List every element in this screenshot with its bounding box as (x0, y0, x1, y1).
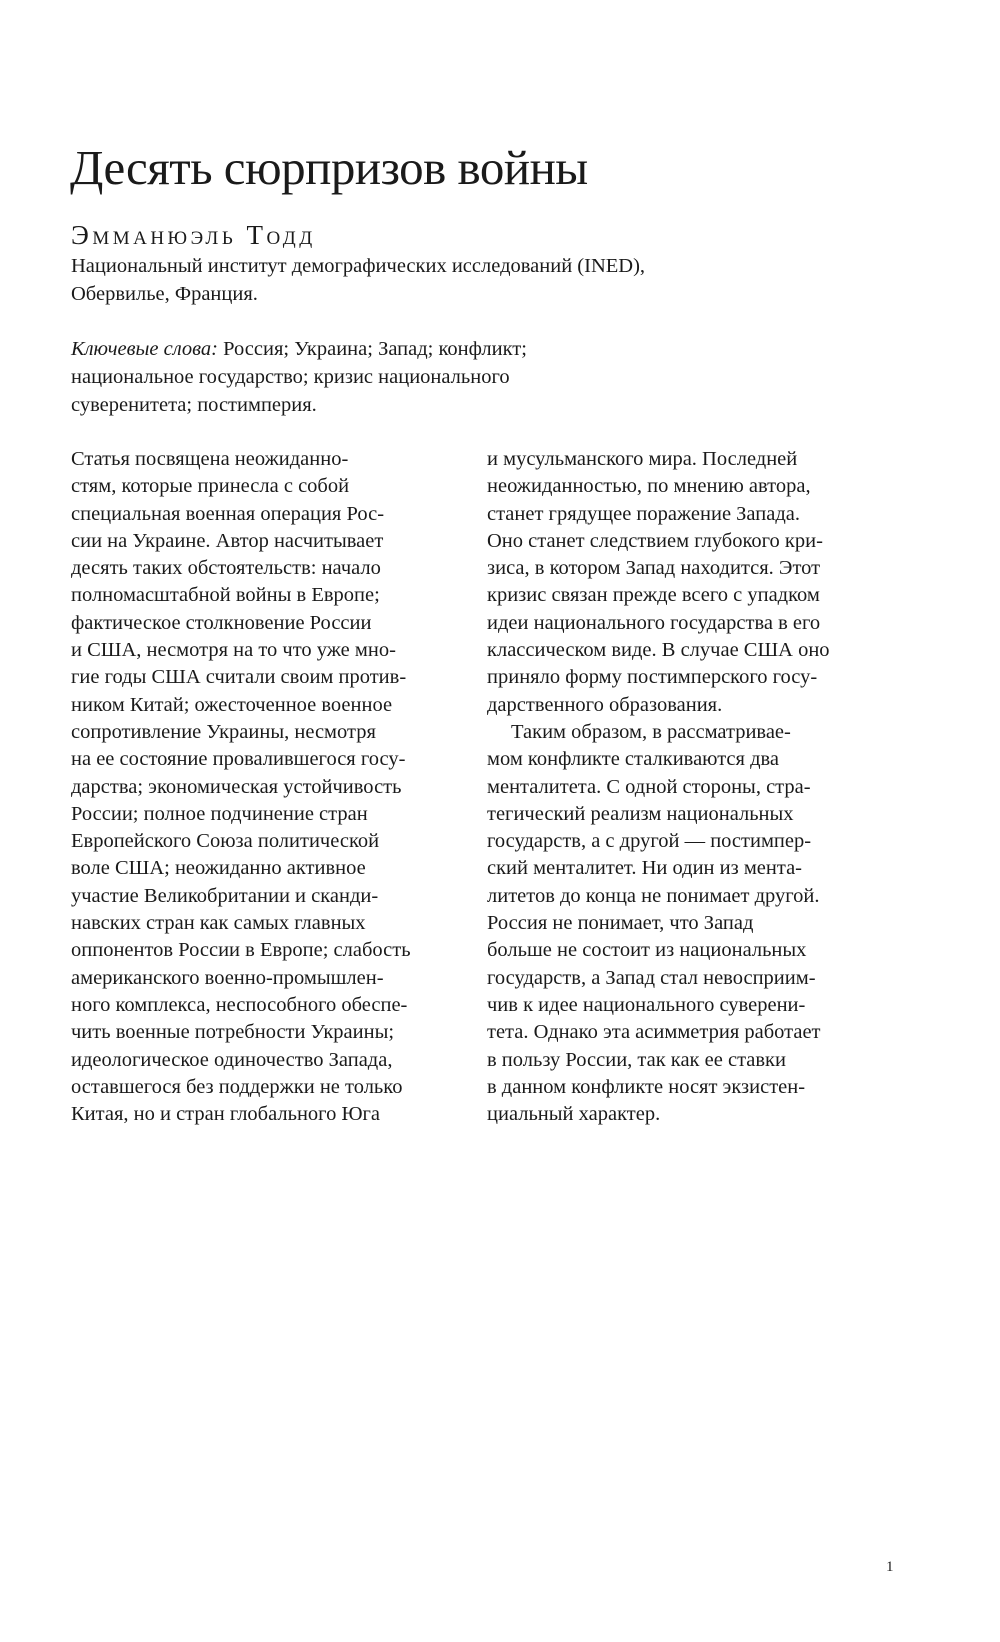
abstract-line: классическом виде. В случае США оно (487, 639, 830, 662)
article-title: Десять сюрпризов войны (70, 140, 588, 195)
abstract-line: тегический реализм национальных (487, 802, 794, 825)
abstract-line: оставшегося без поддержки не только (71, 1075, 403, 1098)
keywords-first-line (71, 335, 527, 363)
abstract-line: полномасштабной войны в Европе; (71, 584, 380, 607)
abstract-line: десять таких обстоятельств: начало (71, 557, 381, 580)
abstract-line: сии на Украине. Автор насчитывает (71, 529, 384, 552)
author-name: Эмманюэль Тодд (71, 220, 316, 250)
abstract-line: циальный характер. (487, 1103, 661, 1126)
abstract-line: государств, а с другой — постимпер- (487, 830, 812, 853)
abstract-line: участие Великобритании и сканди- (71, 884, 379, 907)
abstract-line: государств, а Запад стал невосприим- (487, 966, 816, 989)
page-number: 1 (886, 1559, 894, 1575)
abstract-line: неожиданностью, по мнению автора, (487, 475, 811, 498)
affiliation-line: Национальный институт демографических исследований (INED), (71, 255, 646, 277)
abstract-line: Статья посвящена неожиданно- (71, 448, 349, 470)
abstract-line: идеологическое одиночество Запада, (71, 1048, 393, 1071)
abstract-line: менталитета. С одной стороны, стра- (487, 775, 811, 798)
abstract-line: зиса, в котором Запад находится. Этот (487, 557, 821, 580)
abstract-line: стям, которые принесла с собой (71, 475, 350, 498)
abstract-line: американского военно-промышлен- (71, 966, 384, 989)
abstract-line: Россия не понимает, что Запад (487, 912, 754, 935)
abstract-line: дарственного образования. (487, 693, 723, 716)
abstract-line: и США, несмотря на то что уже мно- (71, 639, 396, 662)
abstract-line: ником Китай; ожесточенное военное (71, 693, 393, 716)
keywords-line: национальное государство; кризис национального (71, 366, 510, 388)
abstract-line: ский менталитет. Ни один из мента- (487, 857, 803, 880)
abstract-line: станет грядущее поражение Запада. (487, 502, 800, 525)
abstract-line: Европейского Союза политической (71, 830, 380, 853)
abstract-line: в пользу России, так как ее ставки (487, 1048, 786, 1071)
abstract-line: Китая, но и стран глобального Юга (71, 1103, 381, 1126)
abstract-line: воле США; неожиданно активное (71, 857, 366, 880)
abstract-line: идеи национального государства в его (487, 611, 821, 634)
abstract-line: и мусульманского мира. Последней (487, 448, 798, 470)
abstract-line: литетов до конца не понимает другой. (487, 884, 820, 907)
affiliation-line: Обервилье, Франция. (71, 283, 258, 305)
abstract-line: больше не состоит из национальных (487, 939, 807, 962)
abstract-line: специальная военная операция Рос- (71, 502, 385, 525)
abstract-line: чить военные потребности Украины; (71, 1021, 395, 1044)
abstract-line: оппонентов России в Европе; слабость (71, 939, 411, 962)
keywords-label: Ключевые слова: (71, 338, 218, 360)
abstract-line: России; полное подчинение стран (71, 802, 368, 825)
abstract-line: чив к идее национального суверени- (487, 993, 806, 1016)
abstract-line: кризис связан прежде всего с упадком (487, 584, 820, 607)
abstract-line: приняло форму постимперского госу- (487, 666, 818, 689)
abstract-line: тета. Однако эта асимметрия работает (487, 1021, 821, 1044)
author-affiliation (71, 252, 645, 308)
abstract-line: гие годы США считали своим против- (71, 666, 407, 689)
abstract-line: на ее состояние провалившегося госу- (71, 748, 406, 771)
keywords-line: суверенитета; постимперия. (71, 394, 317, 416)
abstract-line: ного комплекса, неспособного обеспе- (71, 993, 408, 1016)
abstract-line: Таким образом, в рассматривае- (511, 720, 791, 743)
abstract-line: фактическое столкновение России (71, 611, 372, 634)
abstract-line: дарства; экономическая устойчивость (71, 775, 402, 798)
abstract-right-column (487, 446, 887, 1128)
abstract-line: навских стран как самых главных (71, 912, 366, 935)
keywords (71, 335, 527, 419)
abstract-left-column (71, 446, 471, 1128)
keywords-line: Россия; Украина; Запад; конфликт; (218, 338, 527, 360)
abstract-line: Оно станет следствием глубокого кри- (487, 529, 823, 552)
abstract-line: в данном конфликте носят экзистен- (487, 1075, 806, 1098)
abstract-line: сопротивление Украины, несмотря (71, 720, 376, 743)
abstract-line: мом конфликте сталкиваются два (487, 748, 780, 771)
